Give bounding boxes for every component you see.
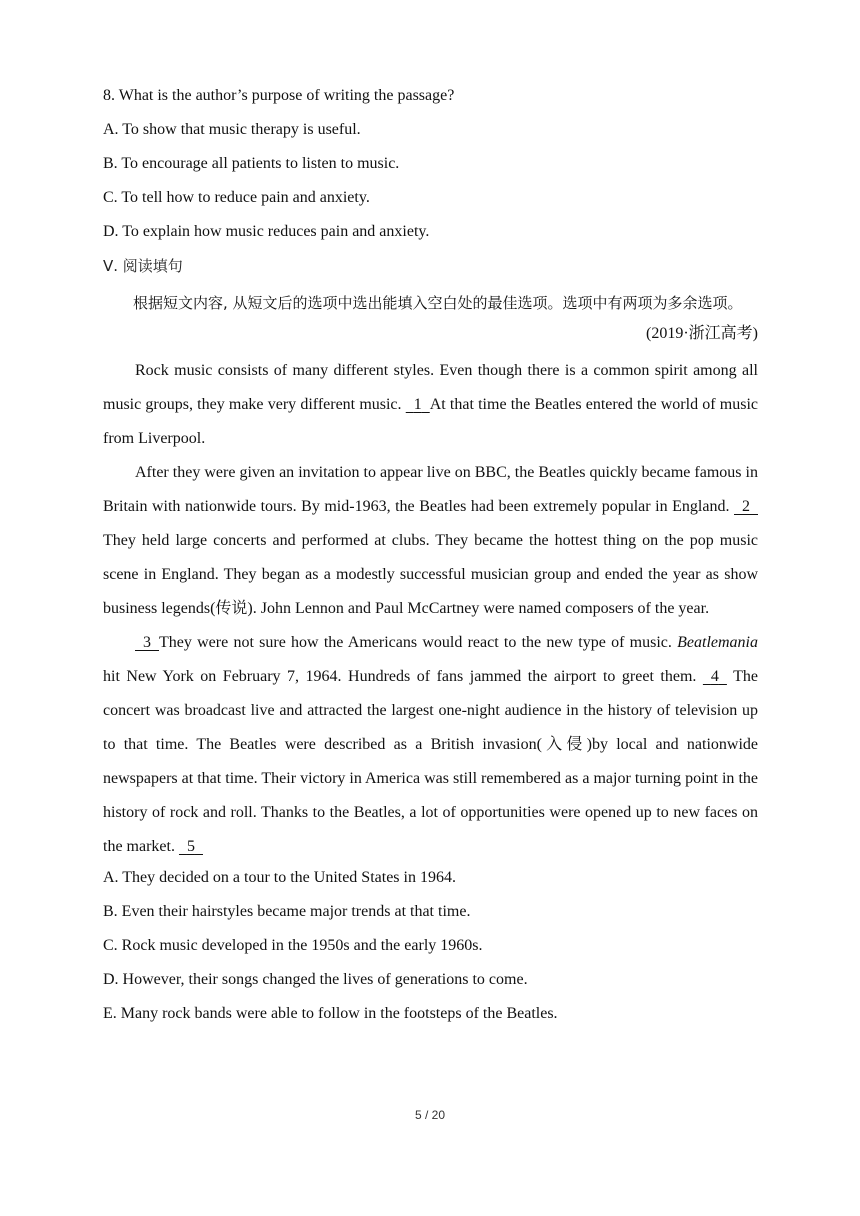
- p3-part-2: hit New York on February 7, 1964. Hundreds of fans jammed the airport to greet them.: [103, 668, 703, 685]
- blank-1-number: 1: [413, 396, 422, 413]
- p3-part-3: The concert was broadcast live and attracted the largest one-night audience in the history of television up to that time. The Beatles were described as a British invasion(入侵)by local and nationwide newspapers at that time. Their victory in America was still remembered as a major turning point in the history of rock and roll. Thanks to the Beatles, a lot of opportunities were opened up to new faces on the market.: [103, 668, 758, 855]
- p2-text-before: After they were given an invitation to appear live on BBC, the Beatles quickly became famous in Britain with nationwide tours. By mid-1963, the Beatles had been extremely popular in England.: [103, 464, 758, 515]
- question-8-option-d: D. To explain how music reduces pain and anxiety.: [103, 223, 430, 240]
- option-e: E. Many rock bands were able to follow in the footsteps of the Beatles.: [103, 1005, 558, 1022]
- blank-2: [734, 490, 758, 524]
- passage-paragraph-3: [103, 626, 758, 864]
- option-a: A. They decided on a tour to the United States in 1964.: [103, 869, 456, 886]
- section-heading: Ⅴ. 阅读填句: [103, 257, 183, 275]
- question-8-option-b: B. To encourage all patients to listen to music.: [103, 155, 400, 172]
- p2-text-after: They held large concerts and performed at clubs. They became the hottest thing on the pop music scene in England. They began as a modestly successful musician group and ended the year as show business legends(传说). John Lennon and Paul McCartney were named composers of the year.: [103, 532, 758, 617]
- blank-4: [703, 660, 727, 694]
- option-d: D. However, their songs changed the lives of generations to come.: [103, 971, 528, 988]
- blank-5-number: 5: [186, 838, 195, 855]
- option-c: C. Rock music developed in the 1950s and the early 1960s.: [103, 937, 483, 954]
- blank-3: [135, 626, 159, 660]
- page-content: [103, 82, 758, 1034]
- blank-4-number: 4: [710, 668, 719, 685]
- page-number: 5 / 20: [414, 1108, 446, 1122]
- source-citation: (2019·浙江高考): [646, 325, 758, 342]
- section-instruction: 根据短文内容, 从短文后的选项中选出能填入空白处的最佳选项。选项中有两项为多余选项。: [133, 294, 743, 312]
- p1-text-after: At that time the Beatles entered the world of music from Liverpool.: [103, 396, 759, 447]
- option-b: B. Even their hairstyles became major trends at that time.: [103, 903, 471, 920]
- blank-1: [406, 388, 430, 422]
- question-8-option-c: C. To tell how to reduce pain and anxiety.: [103, 189, 370, 206]
- p3-part-1: They were not sure how the Americans would react to the new type of music.: [159, 634, 678, 651]
- question-8-stem: 8. What is the author’s purpose of writing the passage?: [103, 87, 455, 104]
- passage-paragraph-2: [103, 456, 758, 626]
- blank-3-number: 3: [143, 634, 151, 651]
- blank-2-number: 2: [742, 498, 750, 515]
- p1-text-before: Rock music consists of many different styles. Even though there is a common spirit among all music groups, they make very different music.: [103, 362, 758, 413]
- blank-5: [179, 830, 203, 864]
- question-8-option-a: A. To show that music therapy is useful.: [103, 121, 361, 138]
- passage-paragraph-1: [103, 354, 758, 456]
- p3-italic-term: Beatlemania: [677, 634, 758, 651]
